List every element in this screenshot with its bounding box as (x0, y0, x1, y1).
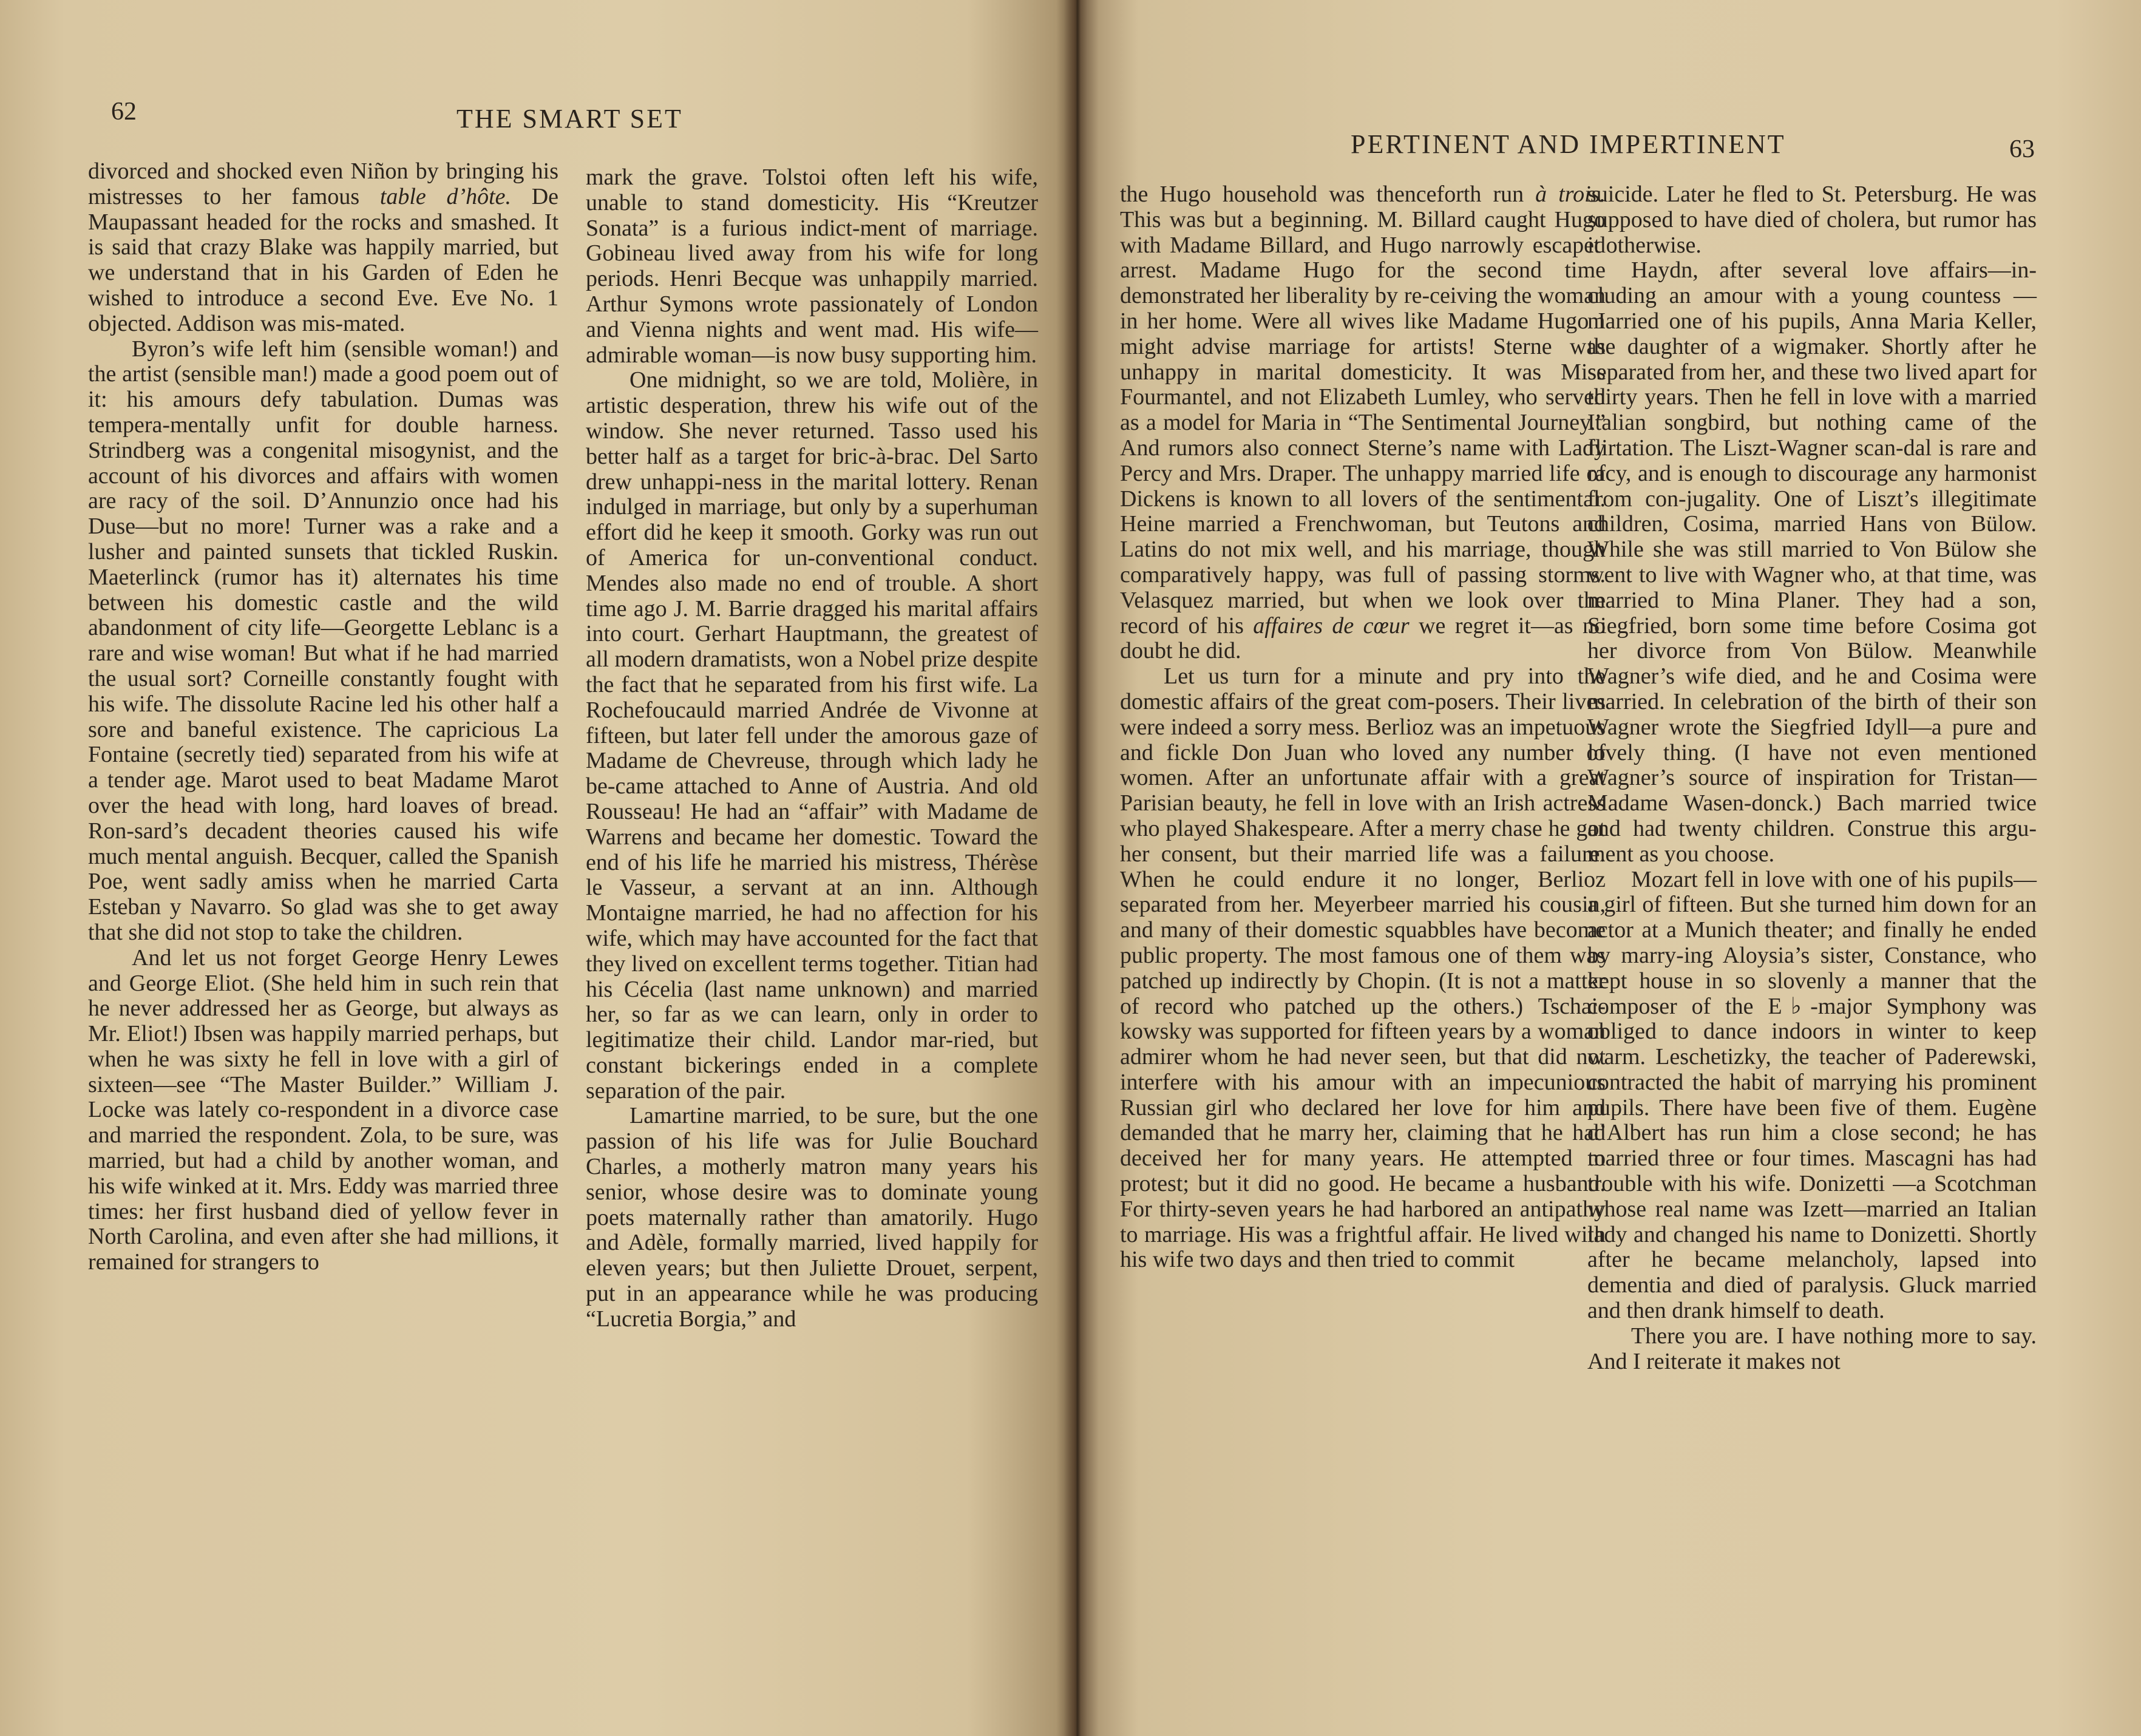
page-number: 62 (111, 98, 137, 126)
paragraph: And let us not forget George Henry Lewes and George Eliot. (She held him in such rein that he never addressed her as George, but always as Mr. Eliot!) Ibsen was happily married perhaps, but when he was sixty he fell in love with a girl of sixteen—see “The Master Builder.” William J. Locke was lately co-respondent in a divorce case and married the respondent. Zola, to be sure, was married, but had a child by another woman, and his wife winked at it. Mrs. Eddy was married three times: her first husband died of yellow fever in North Carolina, and even after she had millions, it remained for strangers to (88, 944, 558, 1275)
text-column (1587, 182, 2037, 1374)
paragraph: One midnight, so we are told, Molière, in artistic desperation, threw his wife out of the window. She never returned. Tasso used his better half as a target for bric-à-brac. Del Sarto drew unhappi-ness in the marital lottery. Renan indulged in marriage, but only by a superhuman effort did he keep it smooth. Gorky was run out of America for un-conventional conduct. Mendes also made no end of trouble. A short time ago J. M. Barrie dragged his marital affairs into court. Gerhart Hauptmann, the greatest of all modern dramatists, won a Nobel prize despite the fact that he separated from his first wife. La Rochefoucauld married Andrée de Vivonne at fifteen, but later fell under the amorous gaze of Madame de Chevreuse, through which lady he be-came attached to Anne of Austria. And old Rousseau! He had an “affair” with Madame de Warrens and became her domestic. Toward the end of his life he married his mistress, Thérèse le Vasseur, a servant at an inn. Although Montaigne married, he had no affection for his wife, which may have accounted for the fact that they lived on excellent terms together. Titian had his Cécelia (last name unknown) and married her, so far as we can learn, only in order to legitimatize their child. Landor mar-ried, but constant bickerings ended in a complete separation of the pair. (586, 367, 1039, 1104)
paragraph: Haydn, after several love affairs—in-cluding an amour with a young countess —married one of his pupils, Anna Maria Keller, the daughter of a wigmaker. Shortly after he separated from her, and these two lived apart for thirty years. Then he fell in love with a married Italian songbird, but nothing came of the flirtation. The Liszt-Wagner scan-dal is rare and racy, and is enough to discourage any harmonist from con-jugality. One of Liszt’s illegitimate children, Cosima, married Hans von Bülow. While she was still married to Von Bülow she went to live with Wagner who, at that time, was married to Mina Planer. They had a son, Siegfried, born some time before Cosima got her divorce from Von Bülow. Meanwhile Wagner’s wife died, and he and Cosima were married. In celebration of the birth of their son Wagner wrote the Siegfried Idyll—a pure and lovely thing. (I have not even mentioned Wagner’s source of inspiration for Tristan—Madame Wasen-donck.) Bach married twice and had twenty children. Construe this argu-ment as you choose. (1587, 257, 2037, 867)
text-column (1120, 182, 1606, 1273)
paragraph: Byron’s wife left him (sensible woman!) and the artist (sensible man!) made a good poem out of it: his amours defy tabulation. Dumas was tempera-mentally unfit for double harness. Strindberg was a congenital misogynist, and the account of his divorces and affairs with women are racy of the soil. D’Annunzio once had his Duse—but no more! Turner was a rake and a lusher and painted sunsets that tickled Ruskin. Maeterlinck (rumor has it) alternates his time between his domestic castle and the wild abandonment of city life—Georgette Leblanc is a rare and wise woman! But what if he had married the usual sort? Corneille constantly fought with his wife. The dissolute Racine led his other half a sore and baneful existence. The capricious La Fontaine (secretly tied) separated from his wife at a tender age. Marot used to beat Madame Marot over the head with long, hard loaves of bread. Ron-sard’s decadent theories caused his wife much mental anguish. Becquer, called the Spanish Poe, went sadly amiss when he married Carta Esteban y Navarro. So glad was she to get away that she did not stop to take the children. (88, 336, 558, 945)
paragraph: Let us turn for a minute and pry into the domestic affairs of the great com-posers. Their lives were indeed a sorry mess. Berlioz was an impetuous and fickle Don Juan who loved any number of women. After an unfortunate affair with a great Parisian beauty, he fell in love with an Irish actress who played Shakespeare. After a merry chase he got her consent, but their married life was a failure. When he could endure it no longer, Berlioz separated from her. Meyerbeer married his cousin, and many of their domestic squabbles have become public property. The most famous one of them was patched up indirectly by Chopin. (It is not a matter of record who patched up the others.) Tschai-kowsky was supported for fifteen years by a woman admirer whom he had never seen, but that did not interfere with his amour with an impecunious Russian girl who declared her love for him and demanded that he marry her, claiming that he had deceived her for many years. He attempted to protest; but it did no good. He became a husband. For thirty-seven years he had harbored an antipathy to marriage. His was a frightful affair. He lived with his wife two days and then tried to commit (1120, 663, 1606, 1273)
paragraph: Mozart fell in love with one of his pupils—a girl of fifteen. But she turned him down for an actor at a Munich theater; and finally he ended by marry-ing Aloysia’s sister, Constance, who kept house in so slovenly a manner that the composer of the E♭-major Symphony was obliged to dance indoors in winter to keep warm. Leschetizky, the teacher of Paderewski, contracted the habit of marrying his prominent pupils. There have been five of them. Eugène d’Albert has run him a close second; he has married three or four times. Mascagni has had trouble with his wife. Donizetti —a Scotchman whose real name was Izett—married an Italian lady and changed his name to Donizetti. Shortly after he became melancholy, lapsed into dementia and died of paralysis. Gluck married and then drank himself to death. (1587, 866, 2037, 1324)
page-number: 63 (2009, 135, 2035, 163)
paragraph: There you are. I have nothing more to say. And I reiterate it makes not (1587, 1323, 2037, 1374)
paragraph: mark the grave. Tolstoi often left his wife, unable to stand domesticity. His “Kreutzer Sonata” is a furious indict-ment of marriage. Gobineau lived away from his wife for long periods. Henri Becque was unhappily married. Arthur Symons wrote passionately of London and Vienna nights and went mad. His wife—admirable woman—is now busy supporting him. (586, 164, 1038, 368)
paragraph: suicide. Later he fled to St. Petersburg. He was supposed to have died of cholera, but rumor has it otherwise. (1587, 181, 2037, 258)
paragraph: Lamartine married, to be sure, but the one passion of his life was for Julie Bouchard Charles, a motherly matron many years his senior, whose desire was to dominate young poets maternally rather than amatorily. Hugo and Adèle, formally married, lived happily for eleven years; but then Juliette Drouet, serpent, put in an appearance while he was producing “Lucretia Borgia,” and (586, 1103, 1038, 1332)
paragraph: divorced and shocked even Niñon by bringing his mistresses to her famous table d’hôte. De Maupassant headed for the rocks and smashed. It is said that crazy Blake was happily married, but we understand that in his Garden of Eden he wished to introduce a second Eve. Eve No. 1 objected. Addison was mis-mated. (88, 158, 559, 336)
text-column (88, 159, 558, 1275)
book-gutter (1056, 0, 1099, 1736)
paragraph: the Hugo household was thenceforth run à trois. This was but a beginning. M. Billard caught Hugo with Madame Billard, and Hugo narrowly escaped arrest. Madame Hugo for the second time demonstrated her liberality by re-ceiving the woman in her home. Were all wives like Madame Hugo I might advise marriage for artists! Sterne was unhappy in marital domesticity. It was Miss Fourmantel, and not Elizabeth Lumley, who served as a model for Maria in “The Sentimental Journey.” And rumors also connect Sterne’s name with Lady Percy and Mrs. Draper. The unhappy married life of Dickens is known to all lovers of the sentimental. Heine married a Frenchwoman, but Teutons and Latins do not mix well, and his marriage, though comparatively happy, was full of passing storms. Velasquez married, but when we look over the record of his affaires de cœur we regret it—as no doubt he did. (1120, 181, 1606, 664)
text-column (586, 165, 1038, 1332)
running-head: THE SMART SET (456, 104, 683, 134)
right-page (1074, 0, 2141, 1736)
running-head: PERTINENT AND IMPERTINENT (1351, 129, 1786, 159)
